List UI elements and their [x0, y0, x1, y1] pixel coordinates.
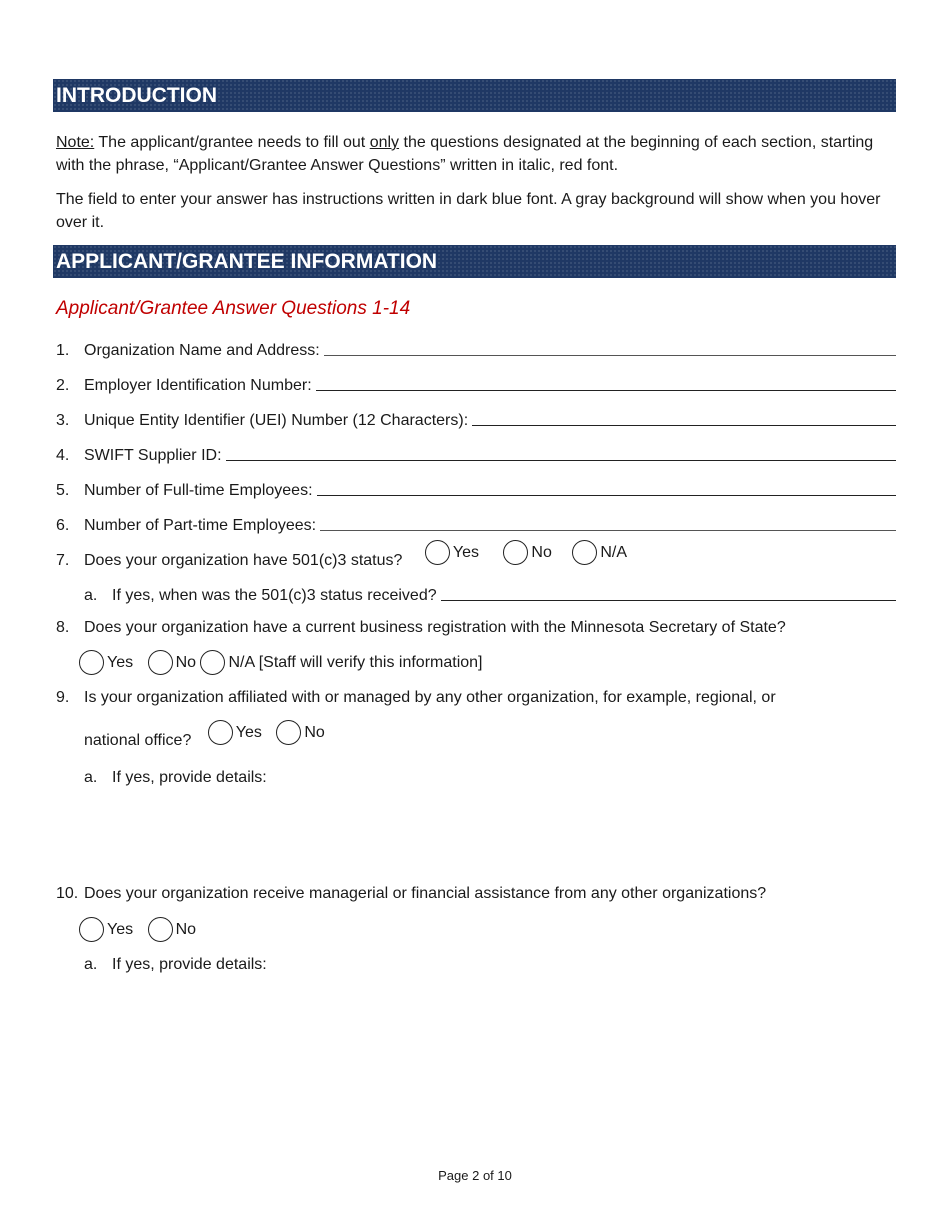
- q8-option-yes[interactable]: Yes: [79, 650, 143, 675]
- radio-yes[interactable]: [79, 650, 104, 675]
- organization-name-address-field[interactable]: [324, 355, 896, 356]
- question-label: Number of Full-time Employees:: [84, 482, 313, 499]
- q8-option-no[interactable]: No: [148, 650, 196, 675]
- question-label: Does your organization receive managerial or financial assistance from any other organizations?: [84, 885, 767, 902]
- full-time-employees-field[interactable]: [317, 495, 896, 496]
- radio-yes[interactable]: [425, 540, 450, 565]
- intro-field-instructions: The field to enter your answer has instructions written in dark blue font. A gray background will show when you hover over it.: [56, 191, 881, 231]
- note-label: Note:: [56, 134, 95, 151]
- question-9-continued: [84, 720, 335, 750]
- question-9: [56, 689, 776, 707]
- question-10a: [84, 956, 267, 974]
- q9-option-yes[interactable]: Yes: [208, 720, 272, 745]
- question-label: Number of Part-time Employees:: [84, 517, 317, 534]
- radio-yes[interactable]: [208, 720, 233, 745]
- question-4: [56, 441, 896, 465]
- question-number: 3.: [56, 412, 70, 429]
- question-number: 4.: [56, 447, 70, 464]
- note-only: only: [369, 134, 400, 151]
- question-6: [56, 511, 896, 535]
- q10a-details-field[interactable]: [112, 982, 892, 1102]
- note-text-b: the questions designated at the beginning of each section, starting with the phrase, “Applicant/Grantee Answer Questions” written in italic, red font.: [56, 134, 874, 174]
- question-label: Employer Identification Number:: [84, 377, 312, 394]
- question-8: [56, 619, 786, 637]
- answer-questions-subheading: Applicant/Grantee Answer Questions 1-14: [56, 298, 411, 319]
- question-5: [56, 476, 896, 500]
- question-label: SWIFT Supplier ID:: [84, 447, 222, 464]
- question-number: 1.: [56, 342, 70, 359]
- question-label: Does your organization have a current business registration with the Minnesota Secretary of State?: [84, 619, 786, 636]
- radio-no[interactable]: [148, 917, 173, 942]
- q8-options: [79, 650, 492, 680]
- question-number: 8.: [56, 619, 70, 636]
- q9a-details-field[interactable]: [112, 795, 892, 875]
- q7-option-no[interactable]: No: [503, 540, 561, 565]
- q10-options: [79, 917, 206, 947]
- question-number: 10.: [56, 885, 79, 902]
- applicant-info-header: APPLICANT/GRANTEE INFORMATION: [53, 245, 896, 278]
- question-3: [56, 406, 896, 430]
- question-7: [56, 540, 637, 570]
- employer-id-field[interactable]: [316, 390, 896, 391]
- radio-no[interactable]: [276, 720, 301, 745]
- q7-option-yes[interactable]: Yes: [425, 540, 489, 565]
- question-number: a.: [84, 956, 98, 973]
- question-label: If yes, when was the 501(c)3 status received?: [112, 587, 437, 604]
- radio-na[interactable]: [200, 650, 225, 675]
- question-number: 5.: [56, 482, 70, 499]
- question-9a: [84, 769, 267, 787]
- question-number: a.: [84, 769, 98, 786]
- question-label: If yes, provide details:: [112, 956, 267, 973]
- question-number: a.: [84, 587, 98, 604]
- part-time-employees-field[interactable]: [320, 530, 896, 531]
- question-label: Organization Name and Address:: [84, 342, 320, 359]
- q10-option-no[interactable]: No: [148, 917, 206, 942]
- swift-supplier-id-field[interactable]: [226, 460, 896, 461]
- introduction-header: INTRODUCTION: [53, 79, 896, 112]
- question-label: Does your organization have 501(c)3 status?: [84, 552, 403, 569]
- page-number: Page 2 of 10: [438, 1168, 512, 1183]
- uei-number-field[interactable]: [472, 425, 896, 426]
- question-1: [56, 336, 896, 360]
- radio-no[interactable]: [148, 650, 173, 675]
- 501c3-date-field[interactable]: [441, 600, 896, 601]
- question-10: [56, 885, 766, 903]
- question-label: national office?: [84, 732, 192, 749]
- radio-na[interactable]: [572, 540, 597, 565]
- question-label: Is your organization affiliated with or managed by any other organization, for example, regional, or: [84, 689, 776, 706]
- q8-option-na[interactable]: N/A [Staff will verify this information]: [200, 650, 492, 675]
- question-7a: [84, 581, 896, 605]
- question-number: 6.: [56, 517, 70, 534]
- note-text-a: The applicant/grantee needs to fill out: [94, 134, 370, 151]
- q9-option-no[interactable]: No: [276, 720, 334, 745]
- question-label: If yes, provide details:: [112, 769, 267, 786]
- intro-note-paragraph: [56, 131, 896, 177]
- radio-no[interactable]: [503, 540, 528, 565]
- question-label: Unique Entity Identifier (UEI) Number (12 Characters):: [84, 412, 469, 429]
- question-2: [56, 371, 896, 395]
- radio-yes[interactable]: [79, 917, 104, 942]
- question-number: 7.: [56, 552, 70, 569]
- question-number: 9.: [56, 689, 70, 706]
- q10-option-yes[interactable]: Yes: [79, 917, 143, 942]
- question-number: 2.: [56, 377, 70, 394]
- q7-option-na[interactable]: N/A: [572, 540, 637, 565]
